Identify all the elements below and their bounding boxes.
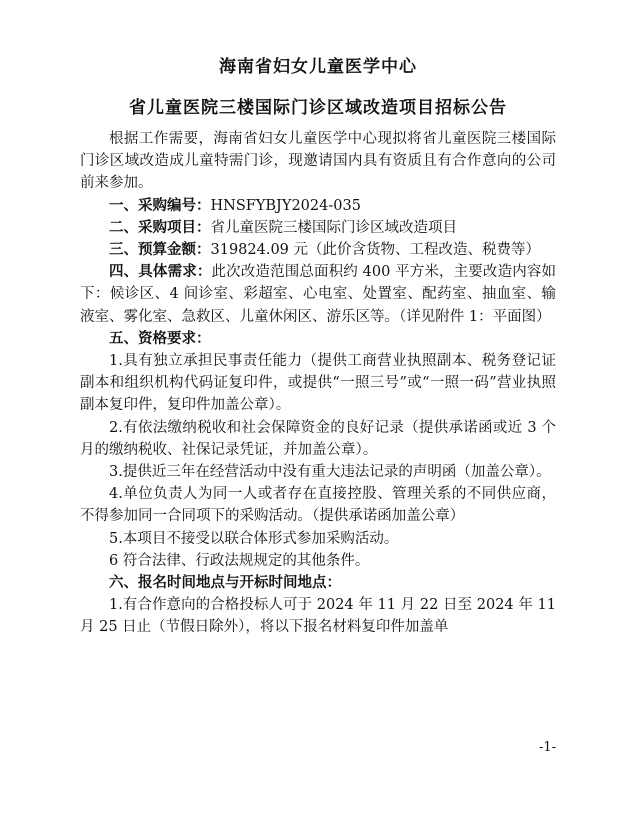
section-budget bbox=[80, 239, 556, 261]
section-procurement-number bbox=[80, 195, 556, 217]
section-value: HNSFYBJY2024-035 bbox=[210, 197, 361, 214]
section-label: 一、采购编号： bbox=[109, 196, 211, 214]
section-label: 四、具体需求： bbox=[109, 263, 212, 281]
registration-item: 1.有合作意向的合格投标人可于 2024 年 11 月 22 日至 2024 年 11 月 25 日止（节假日除外），将以下报名材料复印件加盖单 bbox=[80, 597, 556, 636]
section-procurement-project bbox=[80, 217, 556, 239]
qualification-item: 3.提供近三年在经营活动中没有重大违法记录的声明函（加盖公章）。 bbox=[109, 464, 551, 481]
qualification-item: 6 符合法律、行政法规规定的其他条件。 bbox=[109, 552, 370, 569]
page-number: -1- bbox=[538, 740, 556, 755]
qualification-item: 4.单位负责人为同一人或者存在直接控股、管理关系的不同供应商，不得参加同一合同项下的采购活动。（提供承诺函加盖公章） bbox=[80, 486, 556, 525]
qualification-item: 5.本项目不接受以联合体形式参加采购活动。 bbox=[109, 530, 399, 547]
section-value: 此次改造范围总面积约 400 平方米，主要改造内容如下：候诊区、4 间诊室、彩超室、心电室、处置室、配药室、抽血室、输液室、雾化室、急救区、儿童休闲区、游乐区等。（详见附件 1：平面图） bbox=[80, 264, 556, 325]
section-value: 省儿童医院三楼国际门诊区域改造项目 bbox=[210, 219, 457, 236]
section-value: 319824.09 元（此价含货物、工程改造、税费等） bbox=[210, 242, 541, 259]
document-title: 海南省妇女儿童医学中心 bbox=[219, 57, 417, 77]
qualification-item: 2.有依法缴纳税收和社会保障资金的良好记录（提供承诺函或近 3 个月的缴纳税收、社保记录凭证，并加盖公章）。 bbox=[80, 419, 556, 458]
section-registration-heading: 六、报名时间地点与开标时间地点： bbox=[109, 574, 341, 592]
section-qualifications-heading: 五、资格要求： bbox=[109, 329, 211, 347]
section-label: 二、采购项目： bbox=[109, 218, 211, 236]
qualification-item: 1.具有独立承担民事责任能力（提供工商营业执照副本、税务登记证副本和组织机构代码证复印件，或提供“一照三号”或“一照一码”营业执照副本复印件，复印件加盖公章）。 bbox=[80, 353, 556, 414]
intro-paragraph: 根据工作需要，海南省妇女儿童医学中心现拟将省儿童医院三楼国际门诊区域改造成儿童特需门诊，现邀请国内具有资质且有合作意向的公司前来参加。 bbox=[80, 131, 556, 192]
section-label: 三、预算金额： bbox=[109, 241, 211, 259]
document-body bbox=[80, 128, 556, 639]
document-subtitle: 省儿童医院三楼国际门诊区域改造项目招标公告 bbox=[129, 98, 507, 118]
section-requirements bbox=[80, 261, 556, 328]
